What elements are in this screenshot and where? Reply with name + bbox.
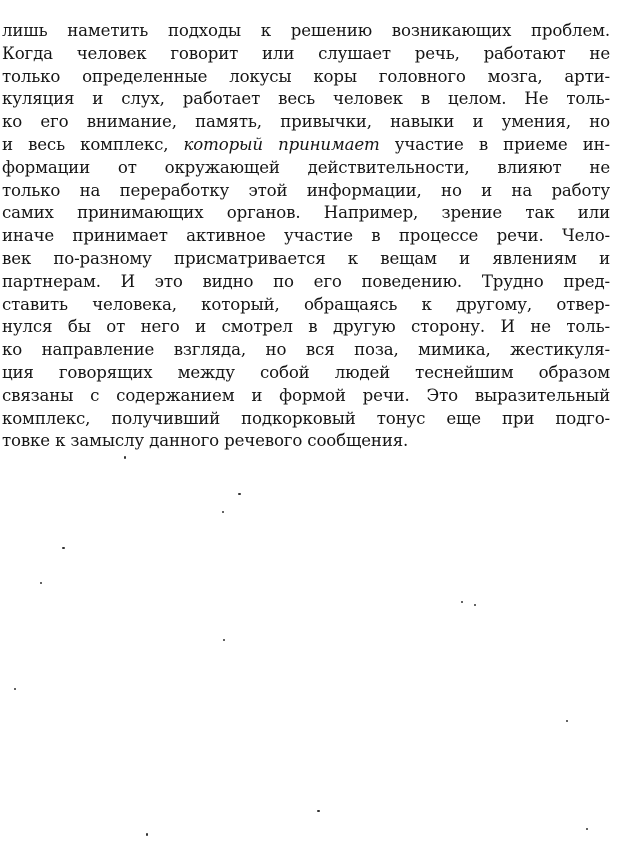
text-run: ция говорящих между собой людей теснейшим образом (2, 362, 610, 382)
text-run: и весь комплекс, (2, 134, 184, 154)
text-line (2, 225, 610, 248)
text-run: формации от окружающей действительности, влияют не (2, 157, 610, 177)
text-run: лишь наметить подходы к решению возникающих проблем. (2, 21, 610, 40)
text-line (2, 157, 610, 180)
text-line (2, 339, 610, 362)
text-run: участие в приеме ин- (379, 134, 610, 154)
text-run: ко направление взгляда, но вся поза, мимика, жестикуля- (2, 340, 610, 360)
body-text (2, 20, 610, 453)
text-line (2, 111, 610, 134)
text-run: товке к замыслу данного речевого сообщения. (2, 431, 409, 451)
text-line (2, 362, 610, 385)
text-run: только определенные локусы коры головного мозга, арти- (2, 66, 610, 86)
text-run: иначе принимает активное участие в процессе речи. Чело- (2, 226, 610, 246)
text-run: связаны с содержанием и формой речи. Это выразительный (2, 385, 610, 405)
text-line (2, 430, 610, 453)
text-line (2, 316, 610, 339)
text-line (2, 180, 610, 203)
text-line (2, 202, 610, 225)
text-line (2, 134, 610, 157)
text-line (2, 385, 610, 408)
text-line (2, 271, 610, 294)
text-run: век по-разному присматривается к вещам и явлениям и (2, 248, 610, 268)
text-line (2, 294, 610, 317)
text-run: самих принимающих органов. Например, зрение так или (2, 203, 610, 223)
text-line (2, 88, 610, 111)
text-run: только на переработку этой информации, но и на работу (2, 180, 610, 200)
text-line (2, 408, 610, 431)
text-line (2, 43, 610, 66)
text-run: комплекс, получивший подкорковый тонус еще при подго- (2, 408, 610, 428)
text-run: ставить человека, который, обращаясь к другому, отвер- (2, 294, 610, 314)
text-run: Когда человек говорит или слушает речь, работают не (2, 43, 610, 63)
text-run: ко его внимание, память, привычки, навыки и умения, но (2, 112, 610, 132)
text-line (2, 20, 610, 43)
text-line (2, 248, 610, 271)
text-line (2, 66, 610, 89)
italic-run: который принимает (183, 134, 380, 154)
text-run: куляция и слух, работает весь человек в целом. Не толь- (2, 89, 610, 109)
text-run: партнерам. И это видно по его поведению. Трудно пред- (2, 271, 610, 291)
text-run: нулся бы от него и смотрел в другую сторону. И не толь- (2, 317, 610, 337)
